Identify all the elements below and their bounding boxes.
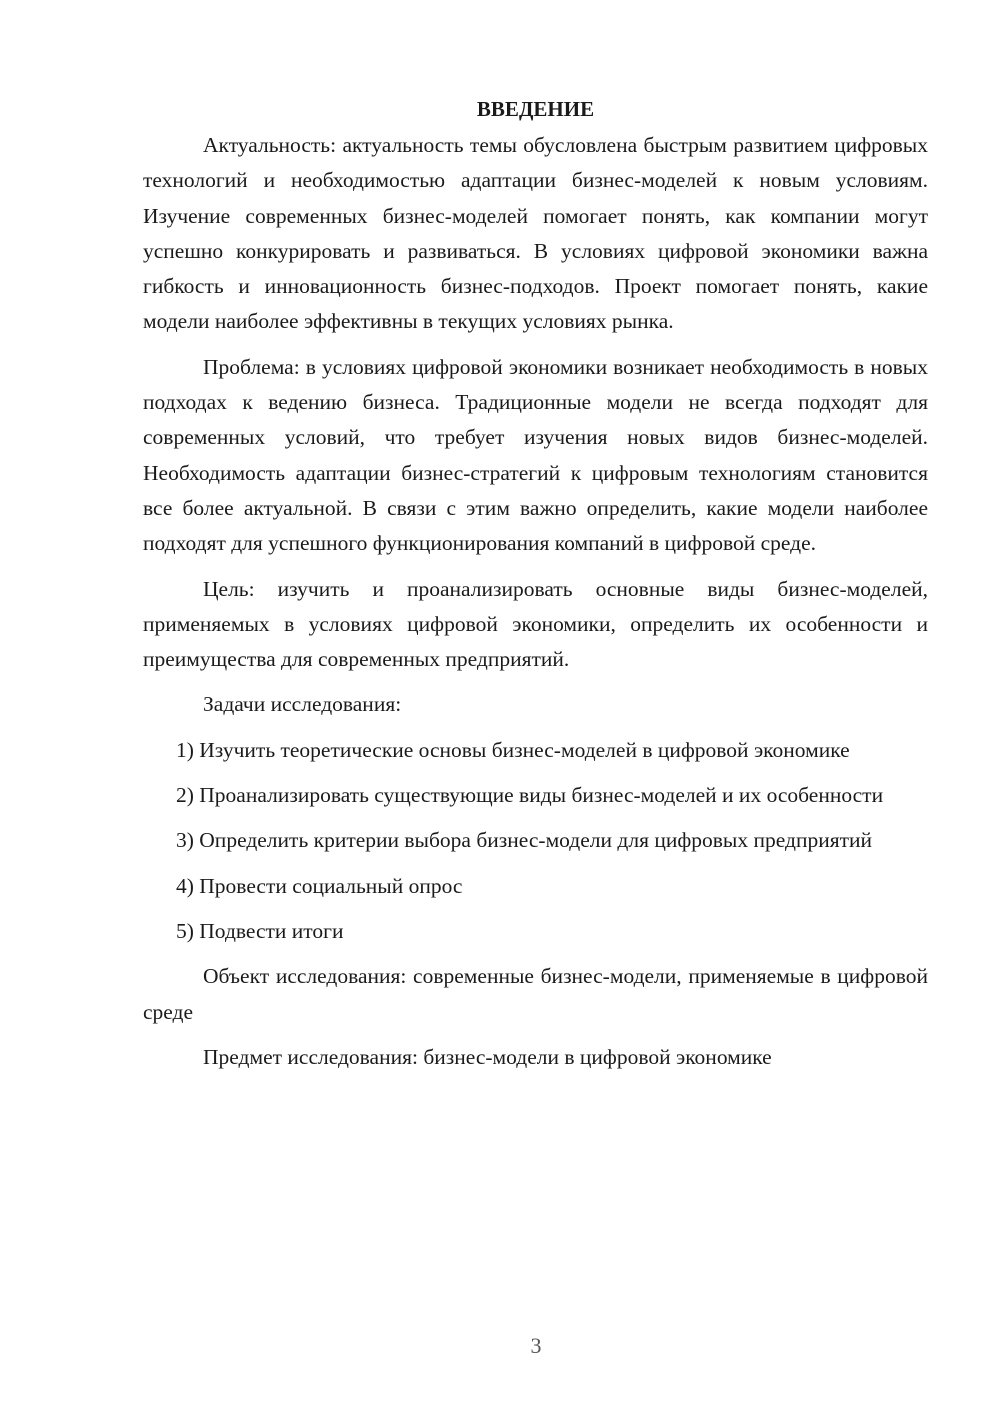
section-heading: ВВЕДЕНИЕ: [476, 97, 595, 121]
task-item-5: 5) Подвести итоги: [176, 918, 344, 943]
paragraph-goal: Цель: изучить и проанализировать основные виды бизнес-моделей, применяемых в условиях цифровой экономики, определить их особенности и преимущества для современных предприятий.: [143, 576, 928, 672]
paragraph-relevance: Актуальность: актуальность темы обусловлена быстрым развитием цифровых технологий и необходимостью адаптации бизнес-моделей к новым условиям. Изучение современных бизнес-моделей помогает понять, как компании могут успешно конкурировать и развиваться. В условиях цифровой экономики важна гибкость и инновационность бизнес-подходов. Проект помогает понять, какие модели наиболее эффективны в текущих условиях рынка.: [143, 133, 928, 334]
paragraph-problem: Проблема: в условиях цифровой экономики возникает необходимость в новых подходах к ведению бизнеса. Традиционные модели не всегда подходят для современных условий, что требует изучения новых видов бизнес-моделей. Необходимость адаптации бизнес-стратегий к цифровым технологиям становится все более актуальной. В связи с этим важно определить, какие модели наиболее подходят для успешного функционирования компаний в цифровой среде.: [143, 354, 928, 556]
paragraph-subject: Предмет исследования: бизнес-модели в цифровой экономике: [203, 1044, 772, 1069]
task-item-2: 2) Проанализировать существующие виды бизнес-моделей и их особенности: [176, 783, 884, 808]
page-number: 3: [530, 1333, 542, 1358]
paragraph-tasks-heading: Задачи исследования:: [203, 692, 402, 717]
task-item-1: 1) Изучить теоретические основы бизнес-моделей в цифровой экономике: [176, 737, 850, 762]
task-item-3: 3) Определить критерии выбора бизнес-модели для цифровых предприятий: [176, 828, 873, 853]
document-body: [143, 92, 928, 1085]
paragraph-object: Объект исследования: современные бизнес-модели, применяемые в цифровой среде: [143, 964, 928, 1024]
task-item-4: 4) Провести социальный опрос: [176, 873, 463, 898]
